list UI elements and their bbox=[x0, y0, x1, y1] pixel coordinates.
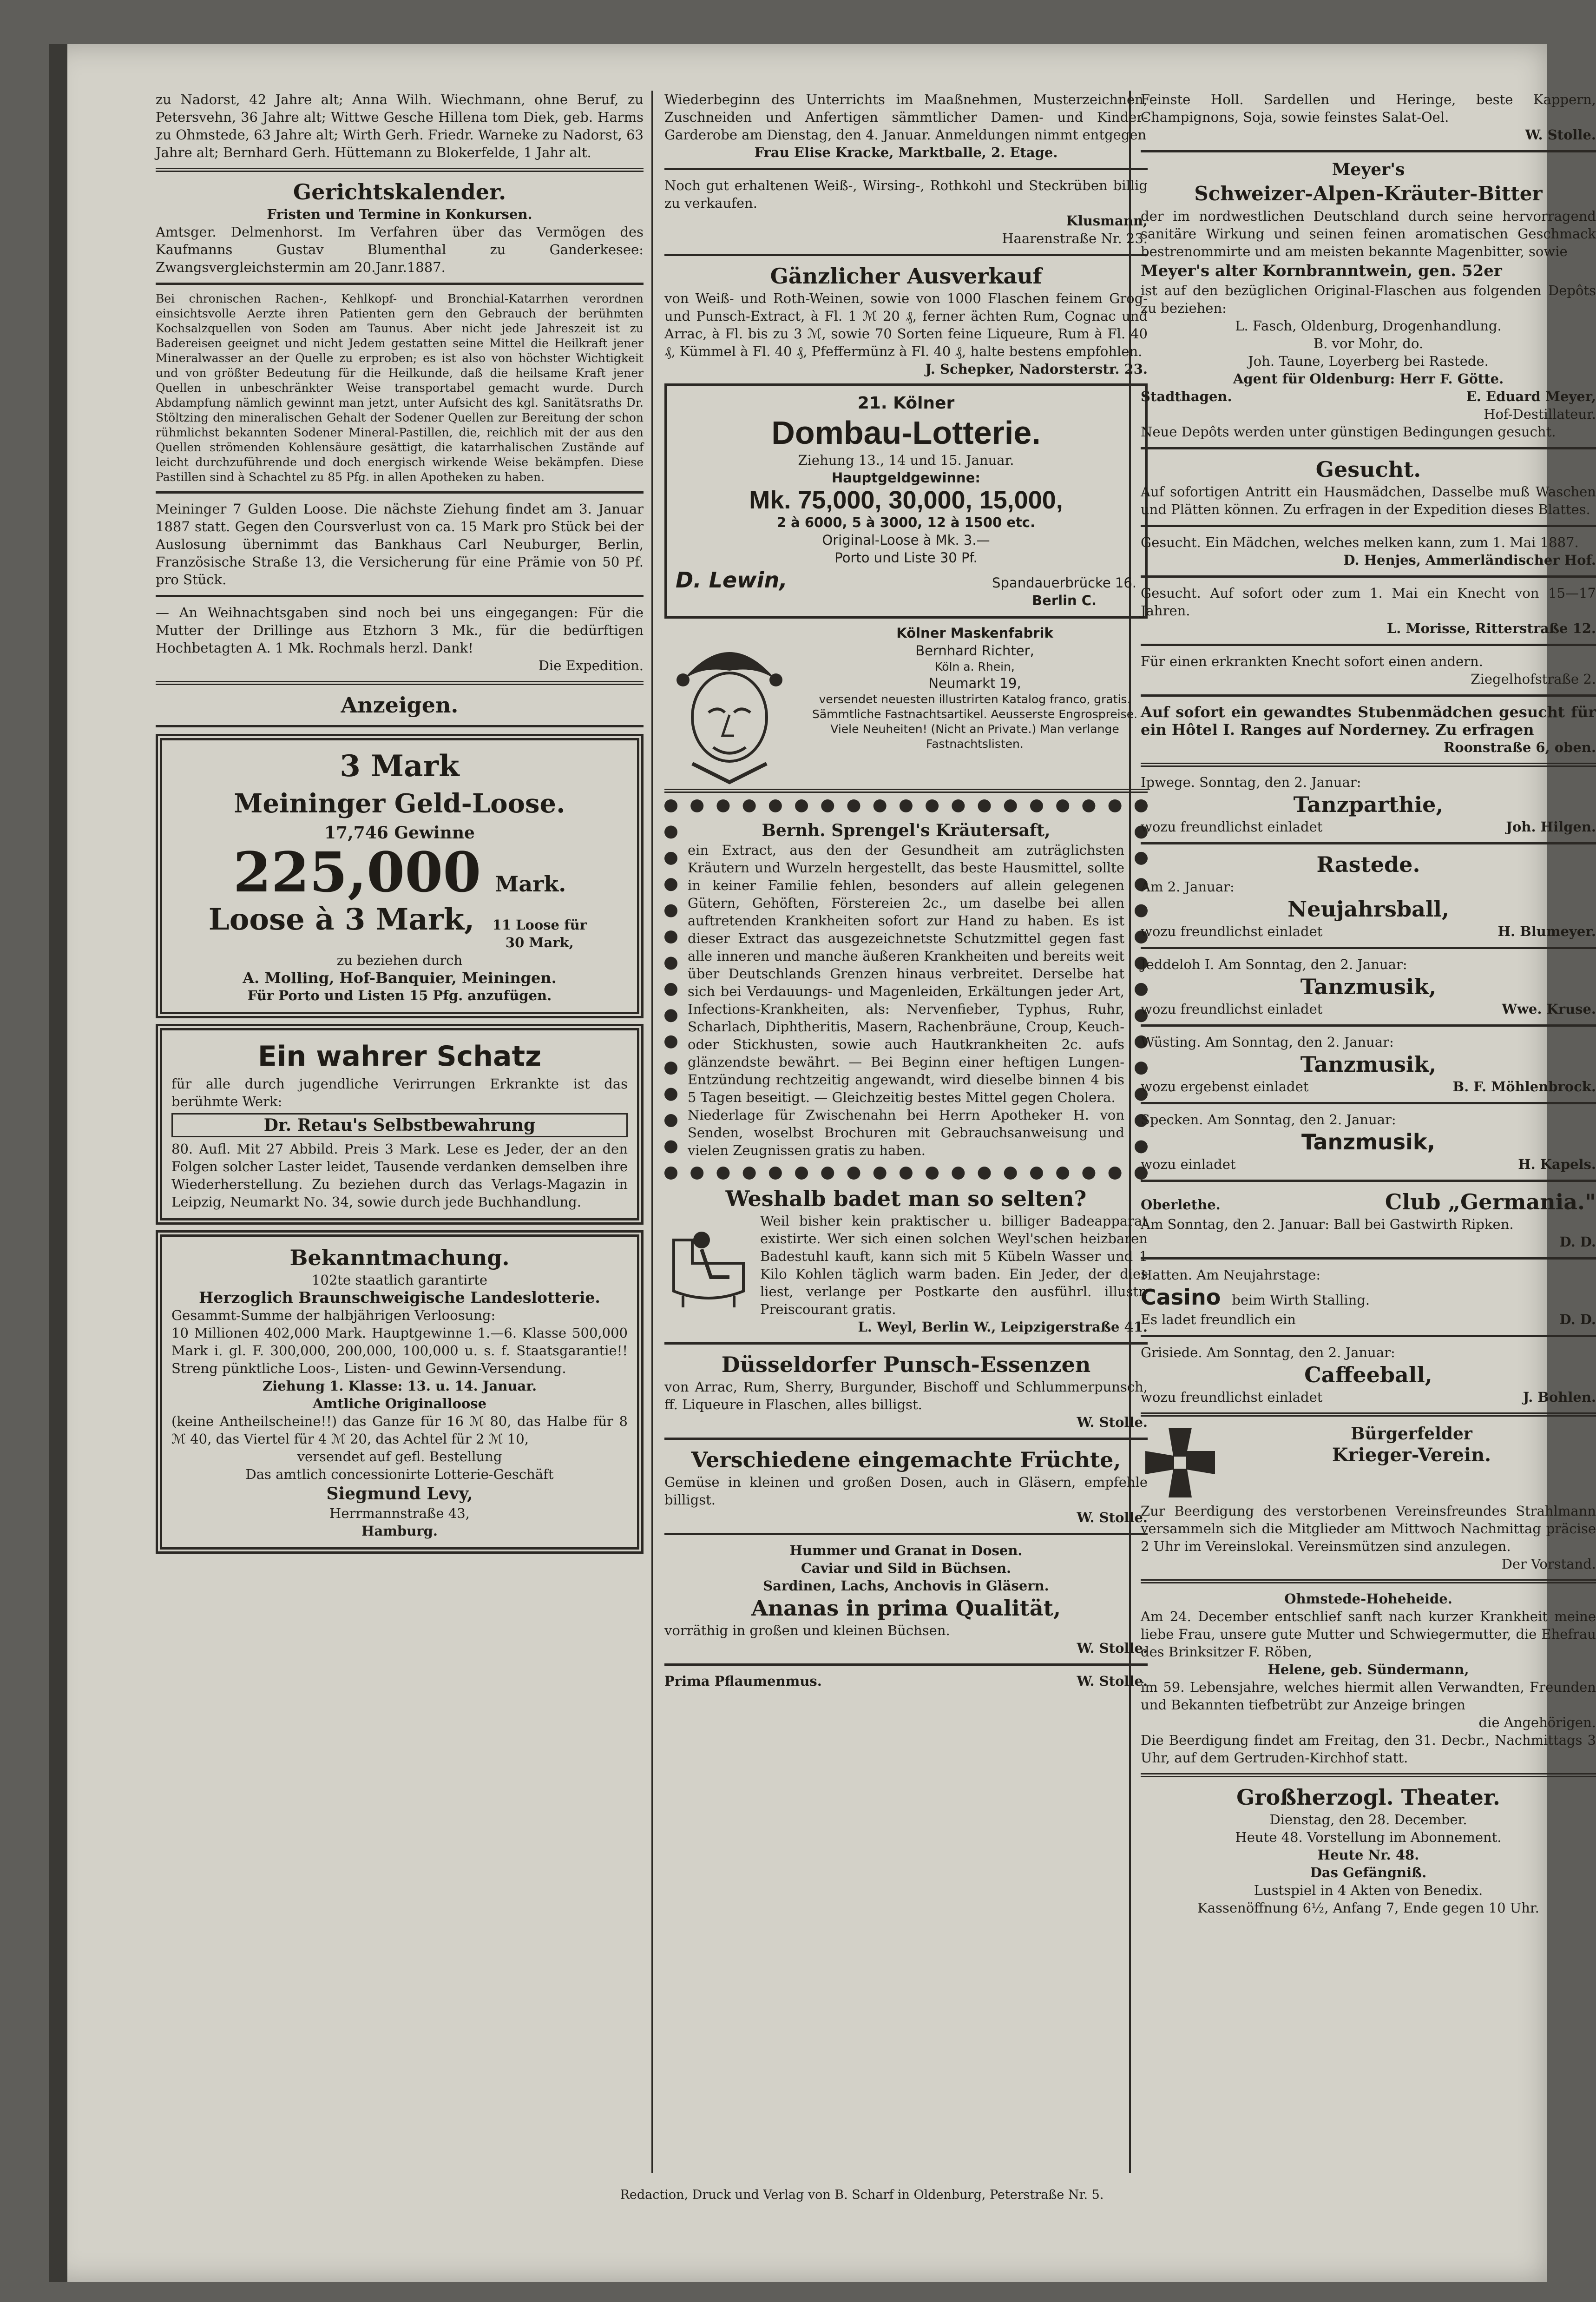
bath-ad-title: Weshalb badet man so selten? bbox=[725, 1186, 1087, 1211]
divider bbox=[664, 168, 1148, 170]
meyer-title: Schweizer-Alpen-Kräuter-Bitter bbox=[1194, 182, 1543, 205]
event-title: Neujahrsball, bbox=[1287, 897, 1449, 922]
lottery-agent-address: Herrmannstraße 43, bbox=[329, 1505, 470, 1521]
braunschweig-lottery-ad bbox=[156, 1230, 644, 1554]
theater-title: Großherzogl. Theater. bbox=[1236, 1785, 1500, 1810]
lottery-line: 102te staatlich garantirte bbox=[311, 1272, 488, 1288]
meyer-depot: B. vor Mohr, do. bbox=[1313, 336, 1424, 351]
event-place: Oberlethe. bbox=[1141, 1197, 1221, 1213]
soden-article: Bei chronischen Rachen-, Kehlkopf- und Bronchial-Katarrhen verordnen einsichtsvolle Aerzte ihren Patienten gern den Gebrauch der berühmten Kochsalzquellen von Soden am Taunus. Aber nicht jede Jahreszeit ist zu Badereisen geeignet und nicht Jedem gestatten seine Mittel die Heilkraft jener Mineralwasser an der Quelle zu erproben; es ist also von höchster Wichtigkeit und von größter Bedeutung für die Heilkunde, daß die heilsame Kraft jener Quellen in unbeschränkter Weise transportabel gemacht wurde. Durch Abdampfung nämlich gewinnt man jetzt, unter Aufsicht des kgl. Sanitätsraths Dr. Stöltzing den mineralischen Gehalt der Sodener Quellen zur Bereitung der schon rühmlichst bekannten Sodener Mineral-Pastillen, die, reichlich mit der aus den Quellen strömenden Kohlensäure gesättigt, die katarrhalischen Zustände auf leicht durchzuführende und doch energisch wirkende Weise bekämpfen. Diese Pastillen sind à Schachtel zu 85 Pfg. in allen Apotheken zu haben. bbox=[156, 292, 644, 484]
event-title: Tanzparthie, bbox=[1293, 792, 1444, 817]
dombau-addr1: Spandauerbrücke 16. bbox=[992, 575, 1136, 591]
meyer-subtitle: Meyer's alter Kornbranntwein, gen. 52er bbox=[1141, 262, 1502, 280]
meyer-text3: Neue Depôts werden unter günstigen Bedingungen gesucht. bbox=[1141, 424, 1556, 440]
divider bbox=[1141, 644, 1596, 646]
expedition-sign: Die Expedition. bbox=[538, 658, 644, 673]
bekanntmachung-title: Bekanntmachung. bbox=[289, 1245, 510, 1270]
dombau-line: Hauptgeldgewinne: bbox=[832, 470, 980, 486]
divider bbox=[156, 491, 644, 494]
dombau-line: Original-Loose à Mk. 3.— bbox=[822, 532, 990, 548]
obituary-text: im 59. Lebensjahre, welches hiermit allen Verwandten, Freunden und Bekannten tiefbetrübt zur Anzeige bringen bbox=[1141, 1679, 1596, 1713]
dombau-line: 2 à 6000, 5 à 3000, 12 à 1500 etc. bbox=[776, 514, 1036, 530]
event-wuesting: Wüsting. Am Sonntag, den 2. Januar: bbox=[1141, 1034, 1394, 1050]
dombau-line: Porto und Liste 30 Pf. bbox=[834, 550, 978, 566]
pineapple-title: Ananas in prima Qualität, bbox=[751, 1596, 1061, 1621]
ad-prizes-count: 17,746 Gewinne bbox=[324, 823, 475, 843]
court-calendar-title: Gerichtskalender. bbox=[293, 179, 506, 204]
event-jeddeloh: Jeddeloh I. Am Sonntag, den 2. Januar: bbox=[1141, 956, 1407, 972]
wanted-maid: Auf sofortigen Antritt ein Hausmädchen, Dasselbe muß Waschen und Plätten können. Zu erfragen in der Expedition dieses Blattes. bbox=[1141, 484, 1596, 517]
event-grisiede: Grisiede. Am Sonntag, den 2. Januar: bbox=[1141, 1345, 1395, 1360]
divider bbox=[1141, 1773, 1596, 1777]
dombau-lottery-ad bbox=[664, 383, 1148, 619]
krieger-title: Bürgerfelder bbox=[1351, 1424, 1472, 1444]
mask-text: versendet neuesten illustrirten Katalog franco, gratis. Sämmtliche Fastnachtsartikel. Aeusserste Engrospreise. Viele Neuheiten! (Nicht an Private.) Man verlange Fastnachtslisten. bbox=[812, 693, 1138, 751]
obituary-place: Ohmstede-Hoheheide. bbox=[1284, 1591, 1452, 1607]
loose-price-bulk: 11 Loose für 30 Mark, bbox=[492, 917, 587, 950]
event-sign bbox=[1141, 818, 1596, 836]
meyer-producer-title: Hof-Destillateur. bbox=[1484, 406, 1596, 422]
jester-icon bbox=[664, 624, 795, 782]
lottery-line: Das amtlich concessionirte Lotterie-Geschäft bbox=[245, 1466, 554, 1482]
bath-chair-icon bbox=[664, 1212, 753, 1310]
ad-price: 3 Mark bbox=[340, 749, 460, 784]
obituary-text: Am 24. December entschlief sanft nach kurzer Krankheit meine liebe Frau, unsere gute Mutter und Schwiegermutter, die Ehefrau des Brinksitzer F. Röben, bbox=[1141, 1609, 1596, 1660]
event-host: Joh. Hilgen. bbox=[1506, 819, 1596, 835]
event-sign bbox=[1141, 1155, 1596, 1173]
divider bbox=[664, 1663, 1148, 1666]
event-title: Club „Germania." bbox=[1385, 1189, 1596, 1214]
event-sign bbox=[1141, 1078, 1596, 1095]
divider bbox=[664, 254, 1148, 256]
fruits-title: Verschiedene eingemachte Früchte, bbox=[691, 1447, 1121, 1472]
wanted-milkmaid-sign: D. Henjes, Ammerländischer Hof. bbox=[1343, 552, 1596, 568]
wanted-chambermaid-sign: Roonstraße 6, oben. bbox=[1444, 739, 1596, 755]
cabbage-ad: Noch gut erhaltenen Weiß-, Wirsing-, Rothkohl und Steckrüben billig zu verkaufen. bbox=[664, 178, 1148, 211]
dombau-prizes: Mk. 75,000, 30,000, 15,000, bbox=[749, 486, 1063, 514]
divider bbox=[1141, 1257, 1596, 1260]
event-title: Tanzmusik, bbox=[1300, 974, 1437, 999]
mask-line: Kölner Maskenfabrik bbox=[896, 625, 1053, 641]
sprengel-title: Bernh. Sprengel's Kräutersaft, bbox=[762, 821, 1051, 840]
event-title: Tanzmusik, bbox=[1300, 1052, 1437, 1077]
sewing-class-sign: Frau Elise Kracke, Marktballe, 2. Etage. bbox=[754, 145, 1058, 160]
theater-line: Lustspiel in 4 Akten von Benedix. bbox=[1254, 1882, 1483, 1898]
clearance-title: Gänzlicher Ausverkauf bbox=[770, 264, 1042, 289]
pineapple-text: vorräthig in großen und kleinen Büchsen. bbox=[664, 1623, 950, 1638]
lottery-line: versendet auf gefl. Bestellung bbox=[297, 1449, 502, 1464]
page-spine bbox=[49, 44, 67, 2282]
event-venue: beim Wirth Stalling. bbox=[1232, 1292, 1370, 1308]
event-sign-text: wozu freundlichst einladet bbox=[1141, 819, 1323, 835]
clearance-sign: J. Schepker, Nadorsterstr. 23. bbox=[925, 361, 1148, 377]
krieger-sign: Der Vorstand. bbox=[1501, 1556, 1596, 1572]
ad-loose-price bbox=[171, 901, 628, 951]
krieger-verein-ad bbox=[1141, 1423, 1596, 1502]
divider bbox=[156, 168, 644, 172]
clearance-text: von Weiß- und Roth-Weinen, sowie von 1000 Flaschen feinem Grog- und Punsch-Extract, à Fl. 1 ℳ 20 ₰, ferner ächten Rum, Cognac und Arrac, à Fl. bis zu 3 ℳ, sowie 70 Sorten feine Liqueure, Rum à Fl. 40 ₰, Kümmel à Fl. 40 ₰, Pfeffermünz à Fl. 40 ₰, halte bestens empfohlen. bbox=[664, 290, 1148, 359]
imprint: Redaction, Druck und Verlag von B. Scharf in Oldenburg, Peterstraße Nr. 5. bbox=[620, 2188, 1104, 2202]
krieger-title: Krieger-Verein. bbox=[1332, 1444, 1491, 1466]
death-notices: zu Nadorst, 42 Jahre alt; Anna Wilh. Wiechmann, ohne Beruf, zu Petersvehn, 36 Jahre alt; Wittwe Gesche Hillena tom Diek, geb. Harms zu Ohmstede, 63 Jahre alt; Wirth Gerh. Friedr. Warneke zu Nadorst, 63 Jahre alt; Bernhard Gerh. Hüttemann zu Blokerfelde, 1 Jahr alt. bbox=[156, 92, 644, 160]
divider bbox=[1141, 1024, 1596, 1027]
meyer-text: der im nordwestlichen Deutschland durch seine hervorragend sanitäre Wirkung und seinen feinen aromatischen Geschmack bestrenommirte und am meisten bekannte Magenbitter, sowie bbox=[1141, 208, 1596, 259]
punsch-sign: W. Stolle. bbox=[1077, 1414, 1148, 1430]
event-sign-text: wozu freundlichst einladet bbox=[1141, 1001, 1323, 1017]
event-title: Caffeeball, bbox=[1304, 1362, 1432, 1387]
obituary-sign: die Angehörigen. bbox=[1478, 1715, 1596, 1730]
theater-line: Heute 48. Vorstellung im Abonnement. bbox=[1235, 1829, 1502, 1845]
cabbage-address: Haarenstraße Nr. 23. bbox=[1002, 231, 1148, 246]
obituary-funeral: Die Beerdigung findet am Freitag, den 31. Decbr., Nachmittags 3 Uhr, auf dem Gertruden-Kirchhof statt. bbox=[1141, 1732, 1596, 1766]
column-2 bbox=[664, 91, 1148, 1690]
wanted-replacement-sign: Ziegelhofstraße 2. bbox=[1471, 671, 1596, 687]
dombau-title: Dombau-Lotterie. bbox=[771, 415, 1041, 451]
divider bbox=[664, 789, 1148, 793]
wanted-chambermaid: Auf sofort ein gewandtes Stubenmädchen gesucht für ein Hôtel I. Ranges auf Norderney. Zu erfragen bbox=[1141, 703, 1596, 739]
bath-ad bbox=[664, 1212, 1148, 1318]
event-rastede: Rastede. bbox=[1316, 852, 1420, 877]
wanted-farmhand-sign: L. Morisse, Ritterstraße 12. bbox=[1386, 620, 1596, 636]
ad-postage: Für Porto und Listen 15 Pfg. anzufügen. bbox=[247, 988, 552, 1003]
divider bbox=[156, 595, 644, 597]
theater-times: Kassenöffnung 6½, Anfang 7, Ende gegen 10 Uhr. bbox=[1197, 1900, 1539, 1916]
event-sign bbox=[1141, 1311, 1596, 1328]
meyer-text2: ist auf den bezüglichen Original-Flaschen aus folgenden Depôts zu beziehen: bbox=[1141, 283, 1596, 316]
sprengel-text: ein Extract, aus den der Gesundheit am zuträglichsten Kräutern und Wurzeln hergestellt, das beste Hausmittel, sollte in keiner Familie fehlen, besonders auf allein gelegenen Gütern, Gehöften, Förstereien 2c., um daselbe bei allen auftretenden Krankheiten sofort zur Hand zu haben. Es ist dieser Extract das ausgezeichnetste Schutzmittel gegen fast alle inneren und manche äußeren Krankheiten und bereits weit über Deutschlands Grenzen hinaus verbreitet. Derselbe hat sich bei Verdauungs- und Magenleiden, Erkältungen jeder Art, Infections-Krankheiten, als: Nervenfieber, Typhus, Ruhr, Scharlach, Diphtheritis, Masern, Rachenbräune, Croup, Keuch- oder Stickhusten, sowie auch Hautkrankheiten 2c. aufs glänzendste bewährt. — Bei Beginn einer heftigen Lungen-Entzündung rechtzeitig angewandt, wird dieselbe binnen 4 bis 5 Tagen beseitigt. — Gleichzeitig bestes Mittel gegen Cholera. bbox=[688, 842, 1124, 1105]
event-title: Casino bbox=[1141, 1285, 1221, 1310]
dombau-vendor-address bbox=[992, 574, 1136, 609]
event-sign bbox=[1141, 1000, 1596, 1018]
obituary-name: Helene, geb. Sündermann, bbox=[1268, 1662, 1469, 1677]
event-ipwege: Ipwege. Sonntag, den 2. Januar: bbox=[1141, 774, 1361, 790]
lottery-line: Gesammt-Summe der halbjährigen Verloosung: bbox=[171, 1307, 496, 1323]
meyer-stadthagen bbox=[1141, 388, 1596, 405]
divider bbox=[664, 1438, 1148, 1440]
fruits-text: Gemüse in kleinen und großen Dosen, auch in Gläsern, empfehle billigst. bbox=[664, 1474, 1148, 1508]
divider bbox=[1141, 694, 1596, 697]
event-host: D. D. bbox=[1559, 1312, 1596, 1327]
jackpot-amount: 225,000 bbox=[233, 840, 481, 904]
event-casino bbox=[1141, 1284, 1596, 1311]
lottery-name: Herzoglich Braunschweigische Landeslotterie. bbox=[199, 1288, 600, 1306]
bath-ad-sign: L. Weyl, Berlin W., Leipzigerstraße 41. bbox=[858, 1319, 1148, 1335]
event-sign-text: wozu ergebenst einladet bbox=[1141, 1079, 1309, 1095]
lottery-agent-name: Siegmund Levy, bbox=[326, 1484, 473, 1504]
meininger-notice: Meininger 7 Gulden Loose. Die nächste Ziehung findet am 3. Januar 1887 statt. Gegen den Coursverlust von ca. 15 Mark pro Stück bei der Auslosung übernimmt das Bankhaus Carl Neuburger, Berlin, Französische Straße 13, die Versicherung für eine Prämie von 50 Pf. pro Stück. bbox=[156, 501, 644, 587]
court-subtitle: Fristen und Termine in Konkursen. bbox=[267, 206, 532, 222]
divider bbox=[1141, 1335, 1596, 1337]
meyer-agent: Agent für Oldenburg: Herr F. Götte. bbox=[1233, 371, 1504, 387]
mask-line: Bernhard Richter, bbox=[915, 643, 1034, 659]
theater-play: Das Gefängniß. bbox=[1310, 1865, 1427, 1880]
iron-cross-icon bbox=[1141, 1423, 1220, 1502]
pineapple-sign: W. Stolle. bbox=[1077, 1640, 1148, 1656]
column-3 bbox=[1141, 91, 1596, 1917]
loose-price-single: Loose à 3 Mark, bbox=[208, 902, 475, 937]
lottery-text: 10 Millionen 402,000 Mark. Hauptgewinne 1.—6. Klasse 500,000 Mark i. gl. F. 300,000, 200,000, 100,000 u. s. f. Staatsgarantie!! Streng pünktliche Loos-, Listen- und Gewinn-Versendung. bbox=[171, 1325, 628, 1376]
newspaper-page bbox=[49, 44, 1596, 2282]
cabbage-sign: Klusmann, bbox=[1066, 213, 1148, 229]
lottery-agent-city: Hamburg. bbox=[361, 1523, 438, 1539]
divider bbox=[1141, 150, 1596, 152]
wanted-farmhand: Gesucht. Auf sofort oder zum 1. Mai ein Knecht von 15—17 Jahren. bbox=[1141, 585, 1596, 619]
divider bbox=[1141, 525, 1596, 527]
dombau-top: 21. Kölner bbox=[857, 394, 955, 413]
meyer-town: Stadthagen. bbox=[1141, 389, 1232, 404]
lottery-prices: (keine Antheilscheine!!) das Ganze für 16 ℳ 80, das Halbe für 8 ℳ 40, das Viertel für 4 ℳ 20, das Achtel für 2 ℳ 10, bbox=[171, 1413, 628, 1447]
divider bbox=[1141, 1412, 1596, 1417]
meyer-producer: E. Eduard Meyer, bbox=[1466, 389, 1596, 404]
event-hatten: Hatten. Am Neujahrstage: bbox=[1141, 1267, 1321, 1283]
lottery-line: Amtliche Originalloose bbox=[312, 1396, 487, 1412]
event-sign bbox=[1141, 923, 1596, 940]
event-sign-text: wozu freundlichst einladet bbox=[1141, 923, 1323, 939]
divider bbox=[664, 1533, 1148, 1535]
sewing-class-ad: Wiederbeginn des Unterrichts im Maaßnehmen, Musterzeichnen, Zuschneiden und Anfertigen sämmtlicher Damen- und Kinder-Garderobe am Dienstag, den 4. Januar. Anmeldungen nimmt entgegen bbox=[664, 92, 1148, 143]
divider bbox=[664, 1342, 1148, 1345]
event-title: Tanzmusik, bbox=[1301, 1129, 1435, 1154]
mask-factory-ad bbox=[664, 624, 1148, 782]
dombau-vendor bbox=[676, 567, 1136, 609]
event-oberlethe bbox=[1141, 1188, 1596, 1215]
event-text: Am Sonntag, den 2. Januar: Ball bei Gastwirth Ripken. bbox=[1141, 1216, 1514, 1232]
fruits-sign: W. Stolle. bbox=[1077, 1510, 1148, 1525]
divider bbox=[1141, 1180, 1596, 1182]
dombau-addr2: Berlin C. bbox=[1032, 593, 1097, 608]
dombau-vendor-name: D. Lewin, bbox=[676, 567, 788, 593]
bath-ad-text: Weil bisher kein praktischer u. billiger Badeapparat existirte. Wer sich einen solchen Weyl'schen heizbaren Badestuhl kauft, kann sich mit 5 Kübeln Wasser und 1 Kilo Kohlen täglich warm baden. Ein Jeder, der dies liest, verlange per Postkarte den ausführl. illustr. Preiscourant gratis. bbox=[760, 1213, 1148, 1317]
delicacy-line: Hummer und Granat in Dosen. bbox=[789, 1543, 1023, 1558]
divider bbox=[156, 283, 644, 285]
mask-line: Köln a. Rhein, bbox=[935, 660, 1015, 673]
theater-line: Dienstag, den 28. December. bbox=[1269, 1812, 1467, 1827]
punsch-text: von Arrac, Rum, Sherry, Burgunder, Bischoff und Schlummerpunsch, ff. Liqueure in Flaschen, alles billigst. bbox=[664, 1379, 1148, 1412]
event-host: D. D. bbox=[1559, 1234, 1596, 1250]
jackpot-unit: Mark. bbox=[495, 871, 566, 897]
divider bbox=[1141, 1579, 1596, 1583]
divider bbox=[1141, 575, 1596, 578]
event-date: Am 2. Januar: bbox=[1141, 879, 1235, 895]
ad-banker: A. Molling, Hof-Banquier, Meiningen. bbox=[243, 969, 557, 987]
mask-factory-text bbox=[802, 624, 1148, 752]
krieger-header bbox=[1227, 1423, 1596, 1466]
advertisements-heading: Anzeigen. bbox=[341, 693, 459, 718]
divider bbox=[156, 681, 644, 685]
event-sign bbox=[1141, 1388, 1596, 1406]
wanted-milkmaid: Gesucht. Ein Mädchen, welches melken kann, zum 1. Mai 1887. bbox=[1141, 534, 1579, 550]
event-sign-text: Es ladet freundlich ein bbox=[1141, 1312, 1296, 1327]
schatz-text: 80. Aufl. Mit 27 Abbild. Preis 3 Mark. Lese es Jeder, der an den Folgen solcher Laster leidet, Tausende verdanken demselben ihre Wiederherstellung. Zu beziehen durch das Verlags-Magazin in Leipzig, Neumarkt No. 34, sowie durch jede Buchhandlung. bbox=[171, 1141, 628, 1210]
krieger-text: Zur Beerdigung des verstorbenen Vereinsfreundes Strahlmann versammeln sich die Mitglieder am Mittwoch Nachmittag präcise 2 Uhr im Vereinslokal. Vereinsmützen sind anzulegen. bbox=[1141, 1503, 1596, 1554]
meininger-lottery-ad bbox=[156, 734, 644, 1018]
event-specken: Specken. Am Sonntag, den 2. Januar: bbox=[1141, 1112, 1396, 1128]
plum-jam-sign: W. Stolle. bbox=[1077, 1673, 1148, 1689]
event-host: H. Kapels. bbox=[1518, 1156, 1596, 1172]
event-sign-text: wozu freundlichst einladet bbox=[1141, 1389, 1323, 1405]
plum-jam-ad bbox=[664, 1672, 1148, 1690]
divider bbox=[1141, 842, 1596, 844]
plum-jam-text: Prima Pflaumenmus. bbox=[664, 1673, 822, 1689]
event-sign-text: wozu einladet bbox=[1141, 1156, 1236, 1172]
event-host: J. Bohlen. bbox=[1523, 1389, 1596, 1405]
lottery-draw-date: Ziehung 1. Klasse: 13. u. 14. Januar. bbox=[262, 1378, 537, 1394]
punsch-title: Düsseldorfer Punsch-Essenzen bbox=[721, 1352, 1091, 1377]
event-host: B. F. Möhlenbrock. bbox=[1452, 1079, 1596, 1095]
wanted-replacement: Für einen erkrankten Knecht sofort einen andern. bbox=[1141, 653, 1483, 669]
stolle-ad: Feinste Holl. Sardellen und Heringe, beste Kappern, Champignons, Soja, sowie feinstes Salat-Oel. bbox=[1141, 92, 1596, 125]
divider bbox=[156, 725, 644, 727]
ad-jackpot bbox=[171, 840, 628, 904]
delicacy-line: Sardinen, Lachs, Anchovis in Gläsern. bbox=[763, 1578, 1049, 1594]
stolle-sign: W. Stolle. bbox=[1525, 127, 1596, 143]
schatz-book: Dr. Retau's Selbstbewahrung bbox=[171, 1113, 628, 1137]
divider bbox=[1141, 763, 1596, 767]
dombau-line: Ziehung 13., 14 und 15. Januar. bbox=[798, 452, 1014, 468]
meyer-top: Meyer's bbox=[1332, 160, 1405, 179]
column-rule bbox=[651, 91, 653, 2173]
column-1 bbox=[156, 91, 644, 1559]
event-host: Wwe. Kruse. bbox=[1502, 1001, 1596, 1017]
divider bbox=[1141, 1102, 1596, 1104]
meyer-depot: L. Fasch, Oldenburg, Drogenhandlung. bbox=[1235, 318, 1502, 334]
ad-title: Meininger Geld-Loose. bbox=[234, 788, 565, 819]
sprengel-ad bbox=[664, 799, 1148, 1180]
event-host: H. Blumeyer. bbox=[1497, 923, 1596, 939]
meyer-depot: Joh. Taune, Loyerberg bei Rastede. bbox=[1248, 353, 1489, 369]
christmas-donations: — An Weihnachtsgaben sind noch bei uns eingegangen: Für die Mutter der Drillinge aus Etzhorn 3 Mk., für die bedürftigen Hochbetagten A. 1 Mk. Rochmals herzl. Dank! bbox=[156, 605, 644, 656]
wanted-title: Gesucht. bbox=[1315, 457, 1421, 482]
schatz-intro: für alle durch jugendliche Verirrungen Erkrankte ist das berühmte Werk: bbox=[171, 1076, 628, 1109]
mask-line: Neumarkt 19, bbox=[928, 675, 1021, 691]
theater-line: Heute Nr. 48. bbox=[1317, 1847, 1419, 1863]
wahrer-schatz-ad bbox=[156, 1024, 644, 1225]
ad-via: zu beziehen durch bbox=[336, 952, 463, 968]
sprengel-text2: Niederlage für Zwischenahn bei Herrn Apotheker H. von Senden, woselbst Brochuren mit Gebrauchsanweisung und vielen Zeugnissen gratis zu haben. bbox=[688, 1107, 1124, 1158]
divider bbox=[1141, 447, 1596, 449]
schatz-title: Ein wahrer Schatz bbox=[257, 1040, 542, 1073]
court-text: Amtsger. Delmenhorst. Im Verfahren über das Vermögen des Kaufmanns Gustav Blumenthal zu Ganderkesee: Zwangsvergleichstermin am 20.Janr.1887. bbox=[156, 224, 644, 275]
divider bbox=[1141, 947, 1596, 949]
delicacy-line: Caviar und Sild in Büchsen. bbox=[801, 1560, 1011, 1576]
